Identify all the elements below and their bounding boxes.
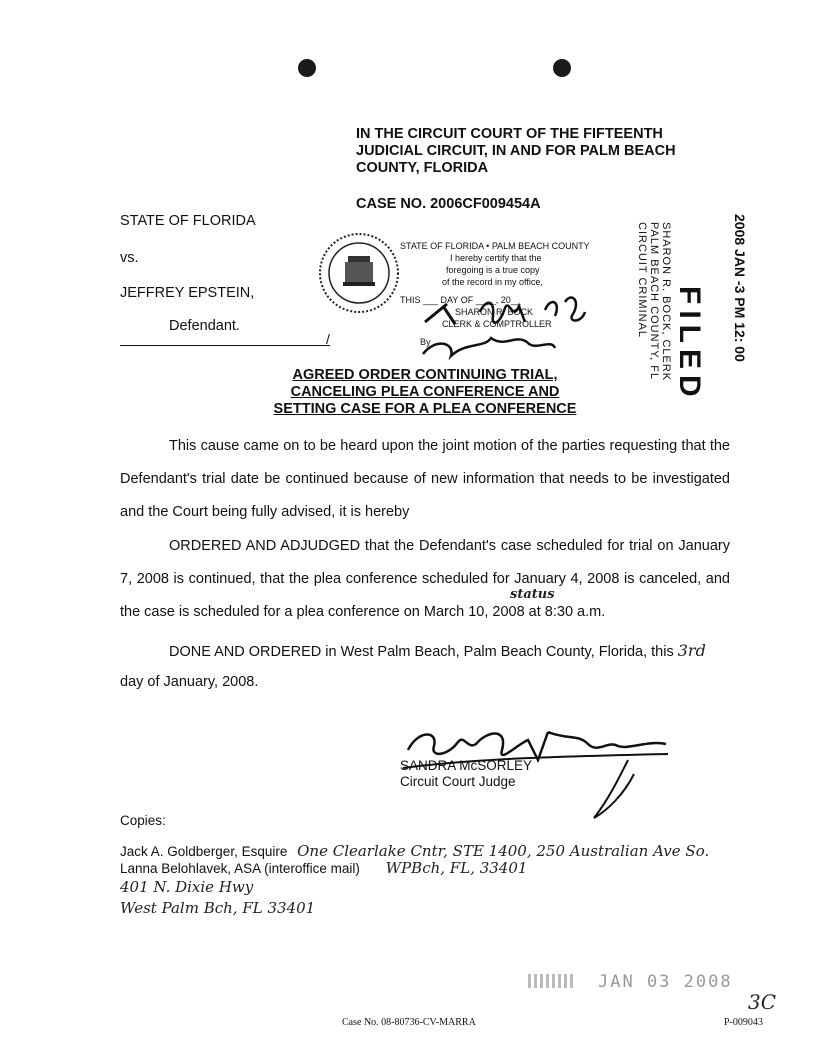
cert-clerk-title: CLERK & COMPTROLLER [442,319,552,329]
court-heading [356,126,716,177]
order-title [200,367,650,418]
filed-stamp [622,214,782,403]
footer-case-reference: Case No. 08-80736-CV-MARRA [342,1017,476,1028]
handwritten-insert: status [510,587,555,602]
handwritten-day: 3rd [677,641,706,660]
court-heading-line: JUDICIAL CIRCUIT, IN AND FOR PALM BEACH [356,143,676,159]
caption-slash: / [326,331,330,347]
caption-rule [120,345,330,346]
cert-line: I hereby certify that the [450,253,542,263]
received-stamp-smudge-icon [528,974,574,988]
copies-line-1 [120,842,800,860]
order-title-line: CANCELING PLEA CONFERENCE AND [290,384,560,400]
cert-line: THIS ___ DAY OF ____, 20__ [400,295,521,305]
copy-handwritten-line-4: West Palm Bch, FL 33401 [120,899,316,917]
filed-county: PALM BEACH COUNTY, FL [648,222,660,381]
footer-bates-number: P-009043 [724,1017,763,1028]
done-ordered-text: DONE AND ORDERED in West Palm Beach, Palm Beach County, Florida, this [169,644,674,660]
copies-line-2 [120,859,527,877]
clerk-seal-icon [318,232,400,314]
court-heading-line: IN THE CIRCUIT COURT OF THE FIFTEENTH [356,126,663,142]
copies-label: Copies: [120,813,166,828]
case-number: CASE NO. 2006CF009454A [356,196,541,212]
body-paragraph-3-end: day of January, 2008. [120,674,259,690]
judge-name: SANDRA McSORLEY [400,758,533,773]
cert-handwriting-icon [395,282,615,372]
filed-clerk: SHARON R. BOCK, CLERK [660,222,672,382]
order-title-line: SETTING CASE FOR A PLEA CONFERENCE [273,401,577,417]
cert-by: By [420,337,431,347]
copy-handwritten-address: One Clearlake Cntr, STE 1400, 250 Australian Ave So. [297,842,710,860]
defendant-label: Defendant. [169,318,240,334]
copy-handwritten-line-3: 401 N. Dixie Hwy [120,878,254,896]
court-heading-line: COUNTY, FLORIDA [356,160,489,176]
punch-hole-right [553,59,571,77]
filed-division: CIRCUIT CRIMINAL [636,222,648,339]
received-stamp: JAN 03 2008 [598,972,733,992]
body-paragraph-1: This cause came on to be heard upon the joint motion of the parties requesting that the Defendant's trial date be continued because of new information that needs to be investigated and the Court being fully advised, it is hereby [120,438,730,520]
punch-hole-left [298,59,316,77]
cert-line: of the record in my office, [442,277,543,287]
signature-block [400,758,532,790]
cert-line: foregoing is a true copy [446,265,540,275]
order-title-line: AGREED ORDER CONTINUING TRIAL, [292,367,558,383]
copy-handwritten-city: WPBch, FL, 33401 [385,859,528,877]
copy-recipient: Jack A. Goldberger, Esquire [120,844,288,859]
cert-clerk-name: SHARON R. BOCK [455,307,534,317]
plaintiff: STATE OF FLORIDA [120,213,256,229]
defendant-name: JEFFREY EPSTEIN, [120,285,255,301]
cert-header: STATE OF FLORIDA • PALM BEACH COUNTY [400,241,590,251]
versus: vs. [120,250,139,266]
copy-recipient: Lanna Belohlavek, ASA (interoffice mail) [120,861,360,876]
judge-title: Circuit Court Judge [400,774,516,789]
filed-word: FILED [673,286,706,403]
body-paragraph-2: ORDERED AND ADJUDGED that the Defendant's case scheduled for trial on January 7, 2008 is continued, that the plea conference scheduled for January 4, 2008 is canceled, and the case is scheduled for a plea conference on March 10, 2008 at 8:30 a.m. [120,538,730,620]
filed-datetime: 2008 JAN -3 PM 12: 00 [732,214,748,362]
page-mark: 3C [748,990,777,1014]
body-paragraph-3 [120,634,740,669]
